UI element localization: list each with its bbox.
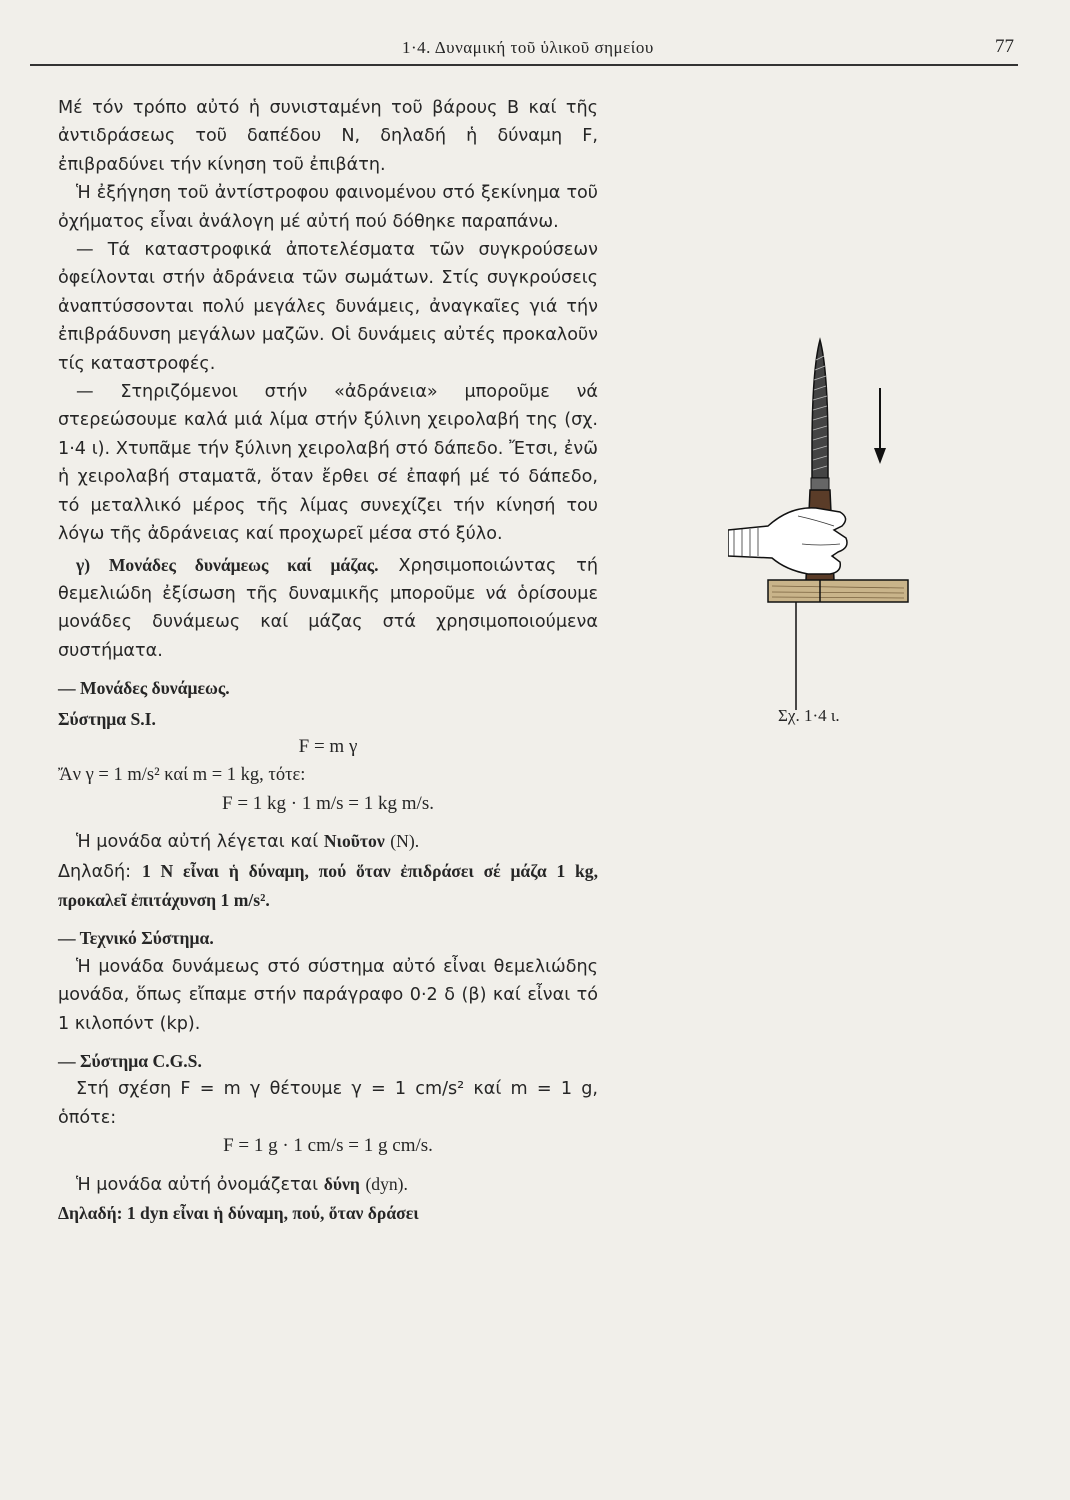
heading-si: Σύστημα S.I. [58,708,156,729]
header-rule [30,64,1018,66]
heading-cgs: — Σύστημα C.G.S. [58,1051,202,1071]
newton-name-text: Ἡ μονάδα αὐτή λέγεται καί [76,832,319,853]
formula-dyne-unit: F = 1 g · 1 cm/s = 1 g cm/s. [223,1135,433,1157]
cgs-text: Στή σχέση F = m γ θέτουμε γ = 1 cm/s² καί m = 1 g, ὁπότε: [58,1079,598,1128]
text-column [58,94,598,1227]
formula-newton-unit: F = 1 kg · 1 m/s = 1 kg m/s. [222,792,434,814]
units-text: Χρησιμοποιώντας τή θεμελιώδη ἐξίσωση τῆς δυναμικῆς μποροῦμε νά ὁρίσουμε μονάδες δυνάμεως καί μάζας στά χρησιμοποιούμενα συστήματα. [58,555,598,661]
page-header [30,32,1020,62]
figure-file-handle [728,330,938,710]
file-handle-illustration [728,330,938,710]
newton-definition-text: 1 N εἶναι ἡ δύναμη, πού ὅταν ἐπιδράσει σέ μάζα 1 kg, προκαλεῖ ἐπιτάχυνση 1 m/s². [58,860,599,910]
wooden-plank [768,580,908,602]
newton-definition [58,857,598,916]
heading-technical: — Τεχνικό Σύστημα. [58,928,214,949]
motion-arrow-head [874,448,886,464]
file-blade [812,340,828,478]
dyne-name: δύνη [323,1173,360,1194]
newton-name: Νιοῦτον [323,831,385,852]
paragraph-collisions: — Τά καταστροφικά ἀποτελέσματα τῶν συγκρούσεων ὀφείλονται στήν ἀδράνεια τῶν σωμάτων. Στίς συγκρούσεις ἀναπτύσσονται πολύ μεγάλες δυνάμεις, ἀναγκαῖες γιά τήν ἐπιβράδυνση μεγάλων μαζῶν. Οἱ δυνάμεις αὐτές προκαλοῦν τίς καταστροφές. [58,240,598,374]
paragraph-start: Ἡ ἐξήγηση τοῦ ἀντίστροφου φαινομένου στό ξεκίνημα τοῦ ὀχήματος εἶναι ἀνάλογη μέ αὐτή πού δόθηκε παραπάνω. [58,183,598,232]
units-heading: γ) Μονάδες δυνάμεως καί μάζας. [76,554,379,575]
paragraph-file-handle: — Στηριζόμενοι στήν «ἀδράνεια» μποροῦμε νά στερεώσουμε καλά μιά λίμα στήν ξύλινη χειρολαβή της (σχ. 1·4 ι). Χτυπᾶμε τήν ξύλινη χειρολαβή στό δάπεδο. Ἔτσι, ἐνῶ ἡ χειρολαβή σταματᾶ, ὅταν ἔρθει σέ ἐπαφή μέ τό δάπεδο, τό μεταλλικό μέρος τῆς λίμας συνεχίζει τήν κίνησή του λόγω τῆς ἀδράνειας καί προχωρεῖ μέσα στό ξύλο. [58,382,598,545]
paragraph-forces: Μέ τόν τρόπο αὐτό ἡ συνισταμένη τοῦ βάρους B καί τῆς ἀντιδράσεως τοῦ δαπέδου N, δηλαδή ἡ δύναμη F, ἐπιβραδύνει τήν κίνηση τοῦ ἐπιβάτη. [58,98,598,175]
ferrule [811,478,829,490]
newton-symbol: (N). [390,831,420,852]
page-number: 77 [995,36,1014,57]
paragraph-units [58,551,598,666]
si-condition: Ἄν γ = 1 m/s² καί m = 1 kg, τότε: [58,765,306,786]
technical-text: Ἡ μονάδα δυνάμεως στό σύστημα αὐτό εἶναι θεμελιώδης μονάδα, ὅπως εἴπαμε στήν παράγραφο 0·2 δ (β) καί εἶναι τό 1 κιλοπόντ (kp). [58,956,598,1034]
formula-newton-law: F = m γ [298,735,358,757]
heading-force-units: — Μονάδες δυνάμεως. [58,678,230,699]
hand [728,508,847,574]
running-title: 1·4. Δυναμική τοῦ ὑλικοῦ σημείου [402,38,654,57]
dyne-symbol: (dyn). [365,1173,408,1194]
newton-name-line [58,827,598,856]
figure-caption: Σχ. 1·4 ι. [778,706,840,725]
dyne-definition: Δηλαδή: 1 dyn εἶναι ἡ δύναμη, πού, ὅταν δράσει [58,1203,419,1224]
newton-definition-label: Δηλαδή: [58,861,132,882]
dyne-name-line [58,1170,598,1199]
dyne-name-text: Ἡ μονάδα αὐτή ὀνομάζεται [76,1174,319,1195]
